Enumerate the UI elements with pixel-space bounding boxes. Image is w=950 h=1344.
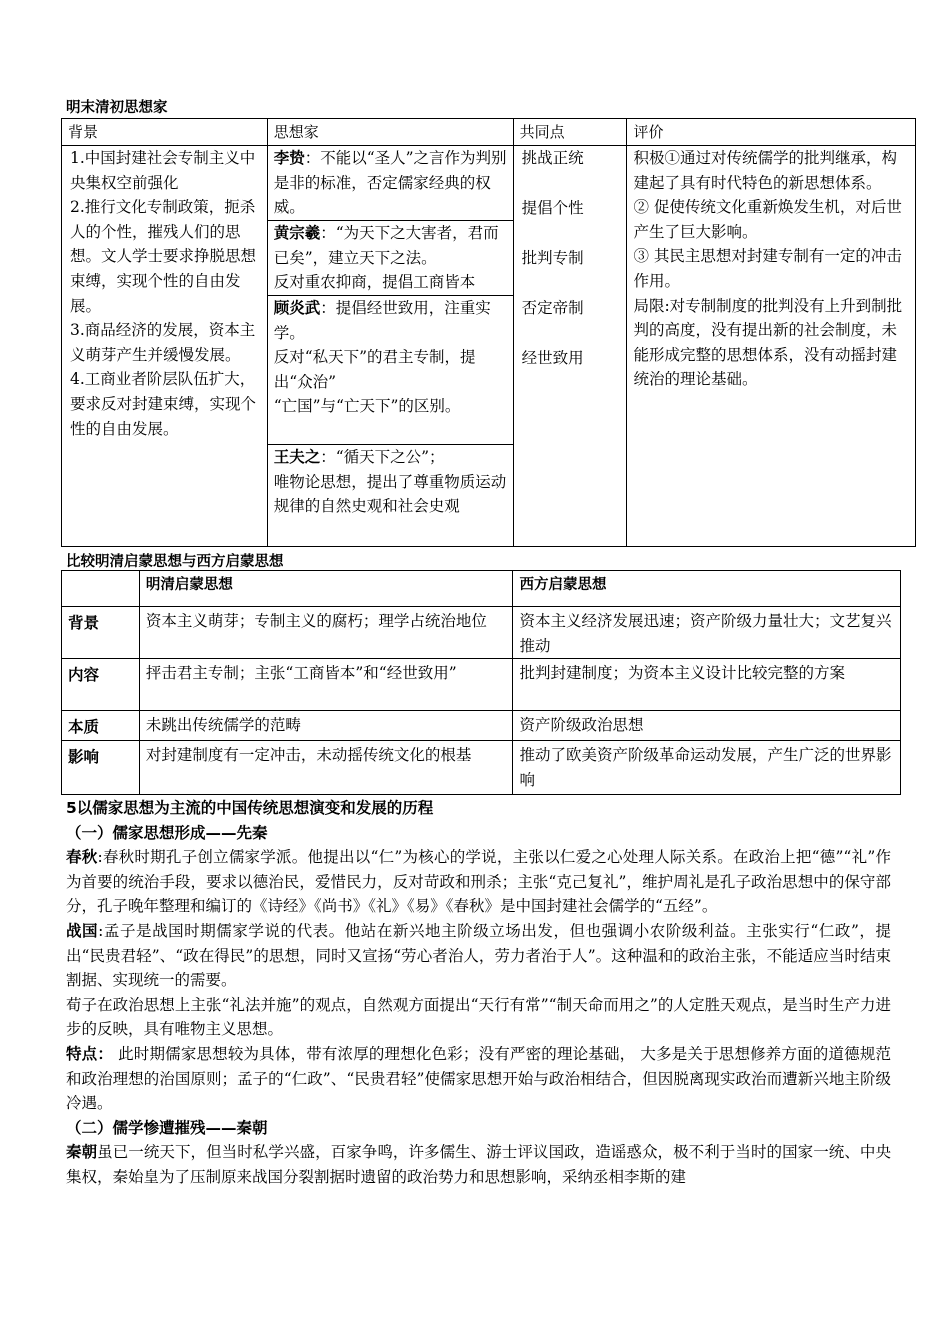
section-title-comparison: 比较明清启蒙思想与西方启蒙思想	[66, 554, 284, 570]
comparison-header-west: 西方启蒙思想	[513, 571, 901, 607]
comparison-row	[62, 741, 901, 795]
paragraph-text: :春秋时期孔子创立儒家学派。他提出以“仁”为核心的学说，主张以仁爱之心处理人际关系。在政治上把“德”“礼”作为首要的统治手段，要求以德治民，爱惜民力，反对苛政和刑杀；主张“克己复礼”，维护周礼是孔子政治思想中的保守部分，孔子晚年整理和编订的《诗经》《尚书》《礼》《易》《春秋》是中国封建社会儒学的“五经”。	[66, 848, 891, 916]
body-text	[66, 796, 891, 1190]
west-cell: 推动了欧美资产阶级革命运动发展，产生广泛的世界影响	[513, 741, 901, 795]
header-evaluation: 评价	[627, 119, 916, 146]
row-label: 本质	[62, 711, 140, 741]
comparison-table	[61, 570, 901, 795]
thinker-extra: 唯物论思想，提出了尊重物质运动规律的自然史观和社会史观	[273, 472, 507, 516]
west-cell: 资本主义经济发展迅速；资产阶级力量壮大；文艺复兴推动	[513, 607, 901, 659]
comparison-header-row	[62, 571, 901, 607]
commonality-cell	[513, 146, 627, 547]
thinker-name: 黄宗羲	[273, 223, 321, 242]
header-commonality: 共同点	[513, 119, 627, 146]
commonality-item: 提倡个性	[521, 199, 584, 217]
paragraph-label: 春秋	[66, 848, 98, 867]
commonality-item: 挑战正统	[521, 149, 584, 167]
subsection-title: （一）儒家思想形成——先秦	[66, 823, 268, 842]
commonality-item: 经世致用	[521, 349, 584, 367]
background-item: 4.工商业者阶层队伍扩大，要求反对封建束缚，实现个性的自由发展。	[70, 370, 257, 438]
commonality-item: 批判专制	[521, 249, 584, 267]
paragraph-label: 战国	[66, 921, 99, 940]
background-item: 1.中国封建社会专制主义中央集权空前强化	[70, 149, 256, 192]
paragraph-text: :孟子是战国时期儒家学说的代表。他站在新兴地主阶级立场出发，但也强调小农阶级利益。主张实行“仁政”，提出“民贵君轻”、“政在得民”的思想，同时又宣扬“劳心者治人，劳力者治于人”。这种温和的政治主张，不能适应当时结束割据、实现统一的需要。	[66, 921, 891, 990]
west-cell: 资产阶级政治思想	[513, 711, 901, 741]
thinker-name: 李贽	[273, 148, 305, 167]
subsection-title: （二）儒学惨遭摧残——秦朝	[66, 1118, 268, 1137]
thinker-text: ：提倡经世致用，注重实学。	[273, 299, 491, 342]
thinker-text: ：“循天下之公”；	[320, 448, 445, 466]
comparison-header-empty	[62, 571, 140, 607]
row-label: 内容	[62, 659, 140, 711]
evaluation-item: ③ 其民主思想对封建专制有一定的冲击作用。	[633, 247, 902, 290]
west-cell: 批判封建制度；为资本主义设计比较完整的方案	[513, 659, 901, 711]
background-item: 2.推行文化专制政策，扼杀人的个性，摧残人们的思想。文人学士要求挣脱思想束缚，实现个性的自由发展。	[70, 198, 257, 315]
thinker-name: 顾炎武	[273, 298, 321, 317]
thinker-row	[268, 296, 513, 445]
thinkers-table-header-row	[62, 119, 916, 146]
thinkers-list	[268, 146, 513, 543]
paragraph-features	[66, 1042, 891, 1116]
evaluation-item: ② 促使传统文化重新焕发生机，对后世产生了巨大影响。	[633, 198, 902, 241]
thinker-text: ：“为天下之大害者，君而已矣”，建立天下之法。	[273, 224, 499, 267]
evaluation-item: 积极①通过对传统儒学的批判继承，构建起了具有时代特色的新思想体系。	[633, 149, 897, 192]
paragraph-text: 虽已一统天下，但当时私学兴盛，百家争鸣，许多儒生、游士评议国政，造谣惑众，极不利于当时的国家一统、中央集权，秦始皇为了压制原来战国分裂割据时遗留的政治势力和思想影响，采纳丞相李斯的建	[66, 1143, 891, 1186]
thinker-extra: 反对重农抑商，提倡工商皆本	[273, 273, 476, 292]
evaluation-cell	[627, 146, 916, 547]
paragraph-xunzi: 荀子在政治思想上主张“礼法并施”的观点，自然观方面提出“天行有常”“制天命而用之”的人定胜天观点，是当时生产力进步的反映，具有唯物主义思想。	[66, 995, 891, 1039]
paragraph-label: 秦朝	[66, 1143, 98, 1162]
thinker-extra: “亡国”与“亡天下”的区别。	[273, 397, 461, 416]
ming-qing-cell: 对封建制度有一定冲击，未动摇传统文化的根基	[139, 741, 513, 795]
ming-qing-cell: 资本主义萌芽；专制主义的腐朽；理学占统治地位	[139, 607, 513, 659]
paragraph-qin	[66, 1140, 891, 1189]
thinker-row	[268, 146, 513, 221]
header-thinker: 思想家	[267, 119, 513, 146]
background-cell	[62, 146, 268, 547]
section-title-evolution: 5以儒家思想为主流的中国传统思想演变和发展的历程	[66, 799, 434, 817]
header-background: 背景	[62, 119, 268, 146]
paragraph-label: 特点：	[66, 1044, 114, 1063]
ming-qing-cell: 抨击君主专制；主张“工商皆本”和“经世致用”	[139, 659, 513, 711]
row-label: 影响	[62, 741, 140, 795]
comparison-row	[62, 659, 901, 711]
paragraph-spring-autumn	[66, 845, 891, 919]
thinker-name: 王夫之	[273, 447, 321, 466]
commonality-item: 否定帝制	[521, 299, 584, 317]
thinkers-table-body-row	[62, 146, 916, 547]
comparison-row	[62, 607, 901, 659]
row-label: 背景	[62, 607, 140, 659]
ming-qing-cell: 未跳出传统儒学的范畴	[139, 711, 513, 741]
paragraph-warring-states	[66, 919, 891, 993]
section-title-ming-qing-thinkers: 明末清初思想家	[66, 100, 168, 116]
thinker-text: ：不能以“圣人”之言作为判别是非的标准，否定儒家经典的权威。	[273, 149, 507, 217]
thinker-row	[268, 445, 513, 544]
thinker-extra: 反对“私天下”的君主专制，提出“众治”	[273, 348, 476, 391]
comparison-row	[62, 711, 901, 741]
evaluation-item: 局限:对专制制度的批判没有上升到制批判的高度，没有提出新的社会制度，未能形成完整的思想体系，没有动摇封建统治的理论基础。	[633, 296, 903, 389]
thinker-row	[268, 221, 513, 296]
thinkers-table	[61, 118, 916, 547]
background-item: 3.商品经济的发展，资本主义萌芽产生并缓慢发展。	[70, 321, 256, 364]
paragraph-text: 此时期儒家思想较为具体，带有浓厚的理想化色彩；没有严密的理论基础， 大多是关于思想修养方面的道德规范和政治理想的治国原则；孟子的“仁政”、“民贵君轻”使儒家思想开始与政治相结合，但因脱离现实政治而遭新兴地主阶级冷遇。	[66, 1044, 891, 1113]
comparison-header-ming-qing: 明清启蒙思想	[139, 571, 513, 607]
thinkers-cell	[267, 146, 513, 547]
